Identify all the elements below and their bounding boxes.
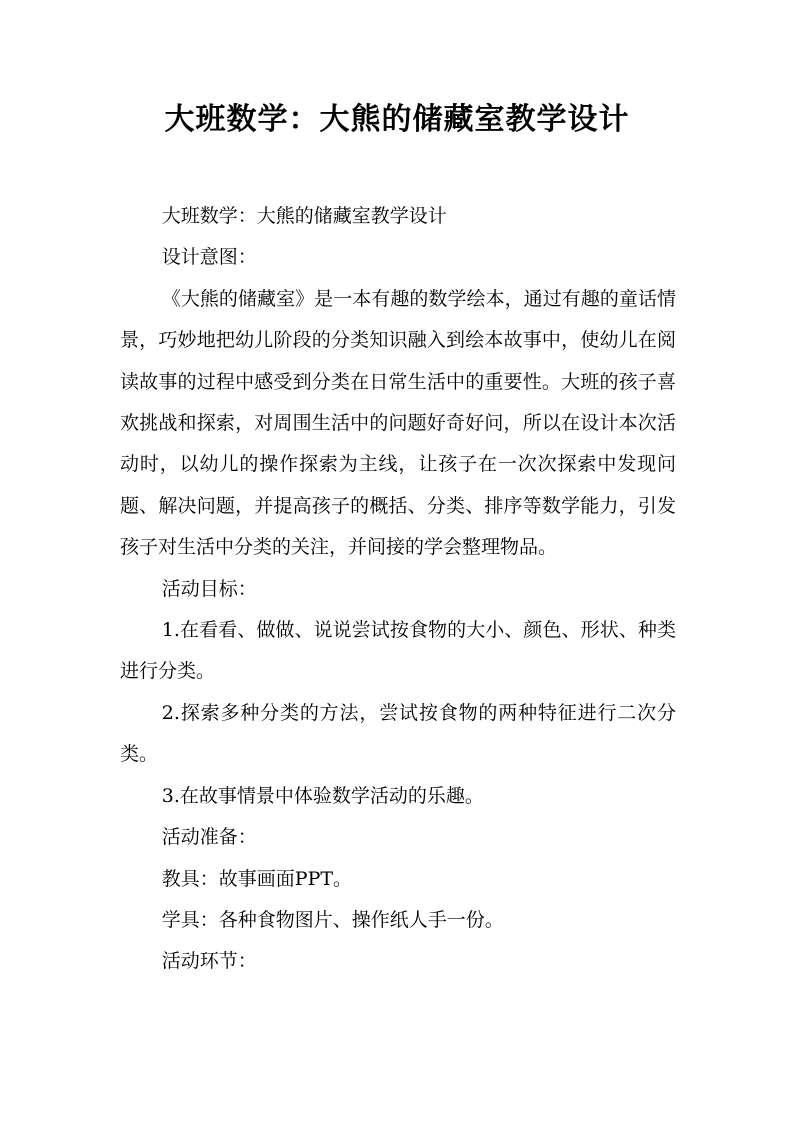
paragraph-teaching-aids: 教具：故事画面PPT。 xyxy=(161,867,353,890)
paragraph-goal-3: 3.在故事情景中体验数学活动的乐趣。 xyxy=(161,784,484,807)
paragraph-learning-aids: 学具：各种食物图片、操作纸人手一份。 xyxy=(161,908,504,931)
document-body xyxy=(120,196,676,983)
paragraph-design-intent-heading: 设计意图： xyxy=(161,246,257,269)
paragraph-design-intent: 《大熊的储藏室》是一本有趣的数学绘本，通过有趣的童话情景，巧妙地把幼儿阶段的分类知识融入到绘本故事中，使幼儿在阅读故事的过程中感受到分类在日常生活中的重要性。大班的孩子喜欢挑战和探索，对周围生活中的问题好奇好问，所以在设计本次活动时，以幼儿的操作探索为主线，让孩子在一次次探索中发现问题、解决问题，并提高孩子的概括、分类、排序等数学能力，引发孩子对生活中分类的关注，并间接的学会整理物品。 xyxy=(120,287,676,559)
paragraph-preparation-heading: 活动准备： xyxy=(161,826,257,849)
paragraph-goal-2: 2.探索多种分类的方法，尝试按食物的两种特征进行二次分类。 xyxy=(120,701,676,766)
paragraph-goals-heading: 活动目标： xyxy=(161,577,257,600)
document-title: 大班数学：大熊的储藏室教学设计 xyxy=(164,102,630,137)
paragraph-activity-steps-heading: 活动环节： xyxy=(161,950,257,973)
paragraph-goal-1: 1.在看看、做做、说说尝试按食物的大小、颜色、形状、种类进行分类。 xyxy=(120,619,676,683)
paragraph-subtitle: 大班数学：大熊的储藏室教学设计 xyxy=(161,205,447,227)
